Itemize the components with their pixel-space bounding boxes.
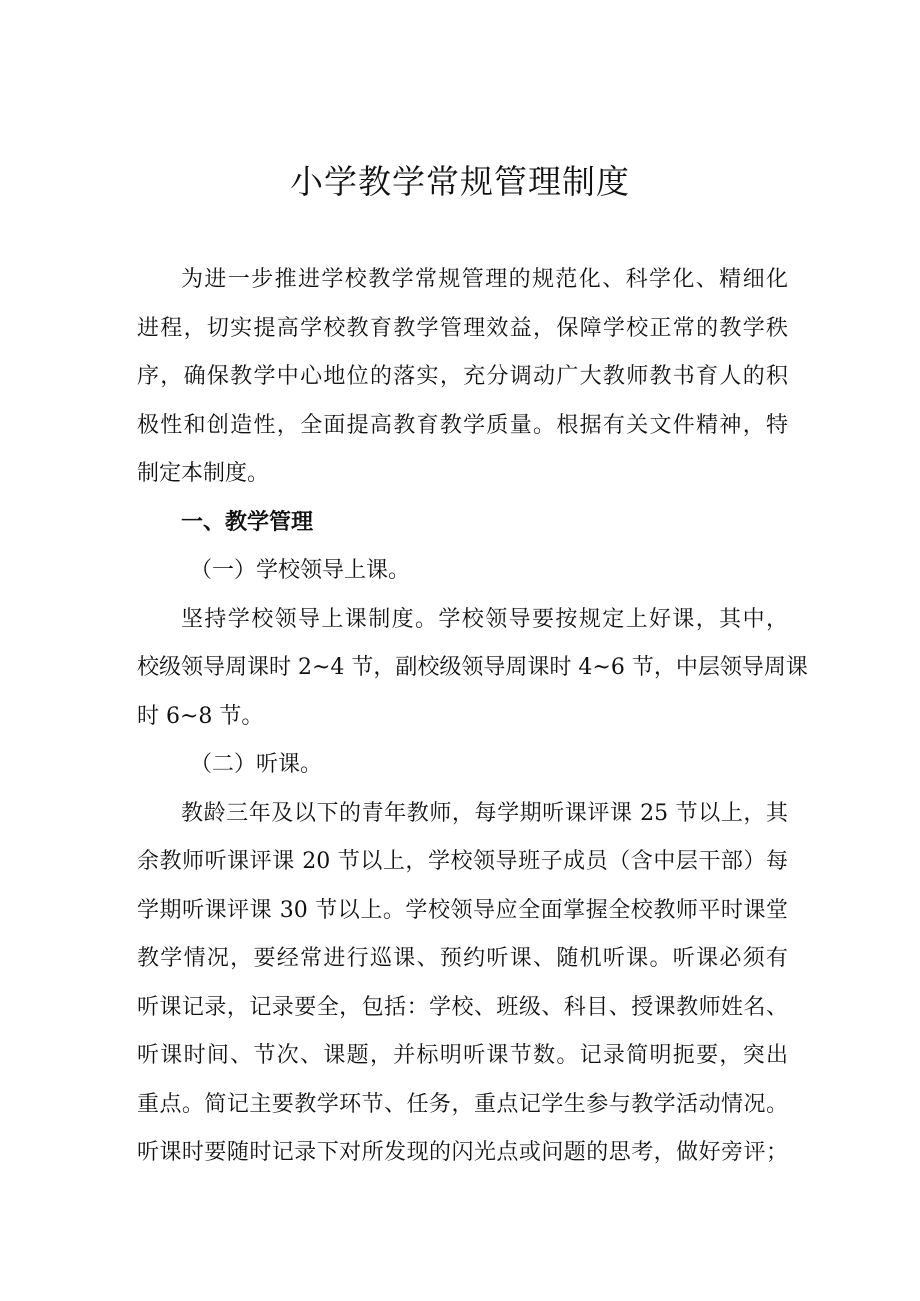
intro-line-4: 极性和创造性，全面提高教育教学质量。根据有关文件精神，特 [137,413,788,438]
sub1-line-3: 时 6~8 节。 [137,704,264,729]
sub2-line-6: 听课时间、节次、课题，并标明听课节数。记录简明扼要，突出 [137,1043,788,1068]
sub2-line-4: 教学情况，要经常进行巡课、预约听课、随机听课。听课必须有 [137,946,788,971]
section-heading-teaching-management: 一、教学管理 [181,510,314,535]
intro-line-3: 序，确保教学中心地位的落实，充分调动广大教师教书育人的积 [137,364,788,389]
sub1-line-1: 坚持学校领导上课制度。学校领导要按规定上好课，其中， [181,607,788,632]
sub2-line-1: 教龄三年及以下的青年教师，每学期听课评课 25 节以上，其 [181,801,788,826]
sub2-line-5: 听课记录，记录要全，包括：学校、班级、科目、授课教师姓名、 [137,995,788,1020]
intro-line-2: 进程，切实提高学校教育教学管理效益，保障学校正常的教学秩 [137,316,788,341]
subsection-heading-leaders-teach: （一）学校领导上课。 [190,558,411,583]
sub2-line-8: 听课时要随时记录下对所发现的闪光点或问题的思考，做好旁评； [137,1140,788,1165]
document-title: 小学教学常规管理制度 [290,162,630,201]
subsection-heading-lesson-observation: （二）听课。 [190,752,323,777]
sub2-line-2: 余教师听课评课 20 节以上，学校领导班子成员（含中层干部）每 [137,849,788,874]
intro-line-1: 为进一步推进学校教学常规管理的规范化、科学化、精细化 [181,267,788,292]
sub2-line-3: 学期听课评课 30 节以上。学校领导应全面掌握全校教师平时课堂 [137,898,788,923]
intro-line-5: 制定本制度。 [137,461,270,486]
sub1-line-2: 校级领导周课时 2~4 节，副校级领导周课时 4~6 节，中层领导周课 [137,655,808,680]
sub2-line-7: 重点。简记主要教学环节、任务，重点记学生参与教学活动情况。 [137,1092,788,1117]
